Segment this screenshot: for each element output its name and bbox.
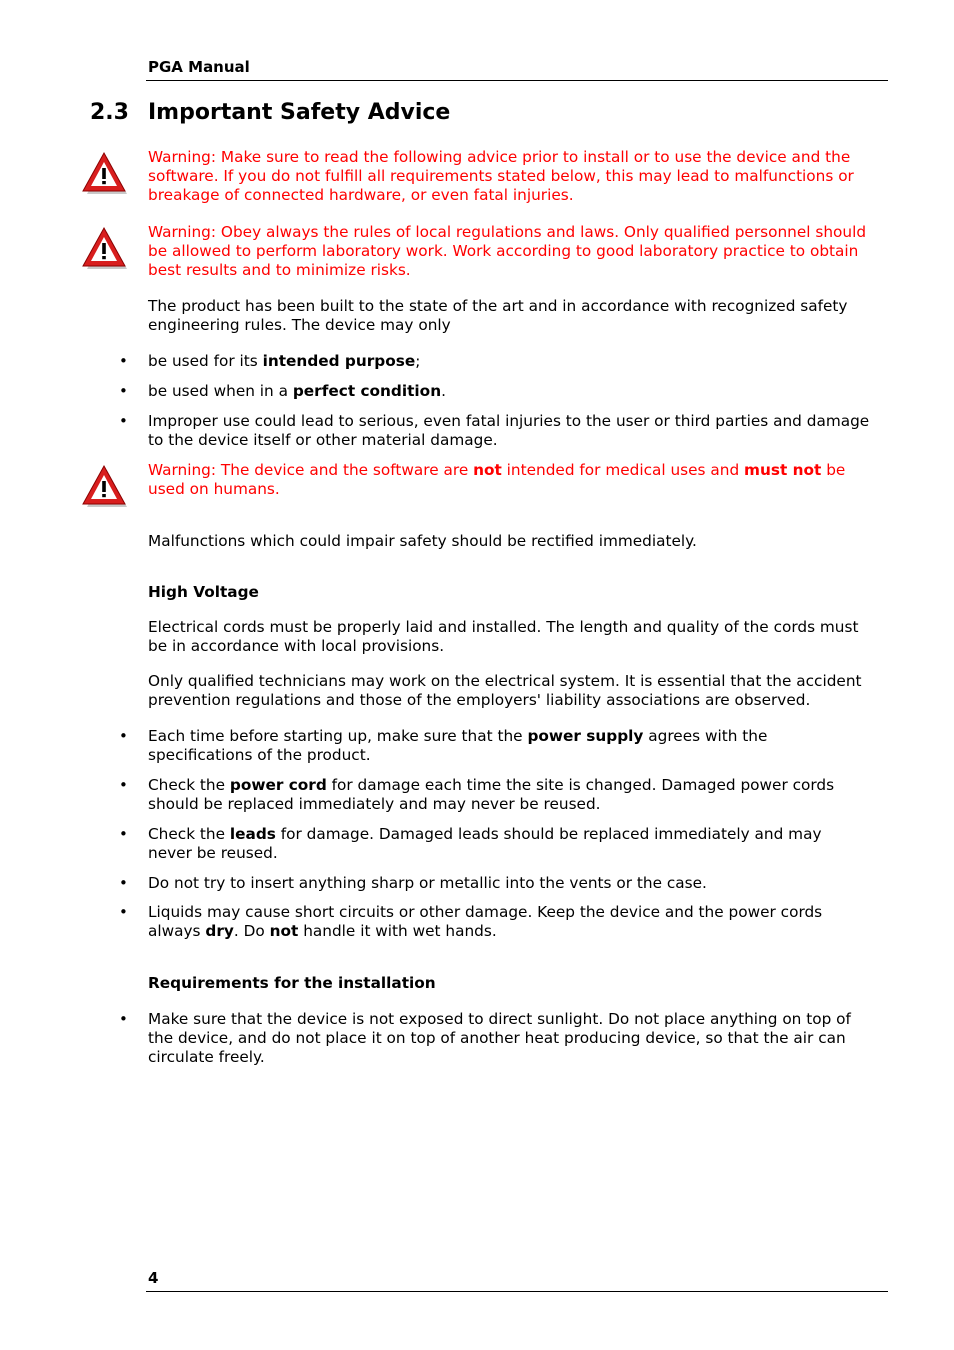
list-item-power-cord: Check the power cord for damage each time the site is changed. Damaged power cords should be replaced immediately and may never be reused.	[148, 776, 835, 813]
bullet-marker: •	[119, 352, 128, 370]
section-title: Important Safety Advice	[148, 100, 451, 125]
section-number: 2.3	[90, 100, 129, 125]
list-item-sharp-objects: Do not try to insert anything sharp or metallic into the vents or the case.	[148, 874, 707, 892]
list-item-sunlight: Make sure that the device is not exposed to direct sunlight. Do not place anything on top of the device, and do not place it on top of another heat producing device, so that the air can circulate freely.	[148, 1010, 851, 1066]
list-item-leads: Check the leads for damage. Damaged leads should be replaced immediately and may never be reused.	[148, 825, 822, 862]
bullet-marker: •	[119, 1010, 128, 1028]
warning-triangle-icon	[80, 150, 130, 196]
bullet-marker: •	[119, 776, 128, 794]
warning-regulations: Warning: Obey always the rules of local regulations and laws. Only qualified personnel should be allowed to perform laboratory work. Work according to good laboratory practice to obtain best results and to minimize risks.	[148, 223, 867, 279]
bullet-marker: •	[119, 727, 128, 745]
list-item-perfect-condition: be used when in a perfect condition.	[148, 382, 446, 400]
malfunctions-paragraph: Malfunctions which could impair safety should be rectified immediately.	[148, 532, 697, 550]
bullet-marker: •	[119, 903, 128, 921]
technicians-paragraph: Only qualified technicians may work on the electrical system. It is essential that the accident prevention regulations and those of the employers' liability associations are observed.	[148, 672, 862, 709]
warning-triangle-icon	[80, 463, 130, 509]
page-header	[146, 56, 888, 81]
list-item-intended-purpose: be used for its intended purpose;	[148, 352, 421, 370]
installation-heading: Requirements for the installation	[148, 974, 436, 992]
warning-medical-use: Warning: The device and the software are not intended for medical uses and must not be used on humans.	[148, 461, 846, 498]
warning-triangle-icon	[80, 225, 130, 271]
intro-paragraph: The product has been built to the state of the art and in accordance with recognized safety engineering rules. The device may only	[148, 297, 848, 334]
warning-read-advice: Warning: Make sure to read the following advice prior to install or to use the device and the software. If you do not fulfill all requirements stated below, this may lead to malfunctions or breakage of connected hardware, or even fatal injuries.	[148, 148, 854, 204]
manual-title: PGA Manual	[148, 58, 250, 76]
list-item-liquids: Liquids may cause short circuits or other damage. Keep the device and the power cords always dry. Do not handle it with wet hands.	[148, 903, 823, 940]
list-item-improper-use: Improper use could lead to serious, even fatal injuries to the user or third parties and damage to the device itself or other material damage.	[148, 412, 870, 449]
cords-paragraph: Electrical cords must be properly laid and installed. The length and quality of the cords must be in accordance with local provisions.	[148, 618, 859, 655]
high-voltage-heading: High Voltage	[148, 583, 259, 601]
bullet-marker: •	[119, 382, 128, 400]
bullet-marker: •	[119, 874, 128, 892]
page-number: 4	[148, 1269, 159, 1287]
bullet-marker: •	[119, 412, 128, 430]
list-item-power-supply: Each time before starting up, make sure that the power supply agrees with the specifications of the product.	[148, 727, 768, 764]
bullet-marker: •	[119, 825, 128, 843]
page-footer	[146, 1267, 888, 1292]
